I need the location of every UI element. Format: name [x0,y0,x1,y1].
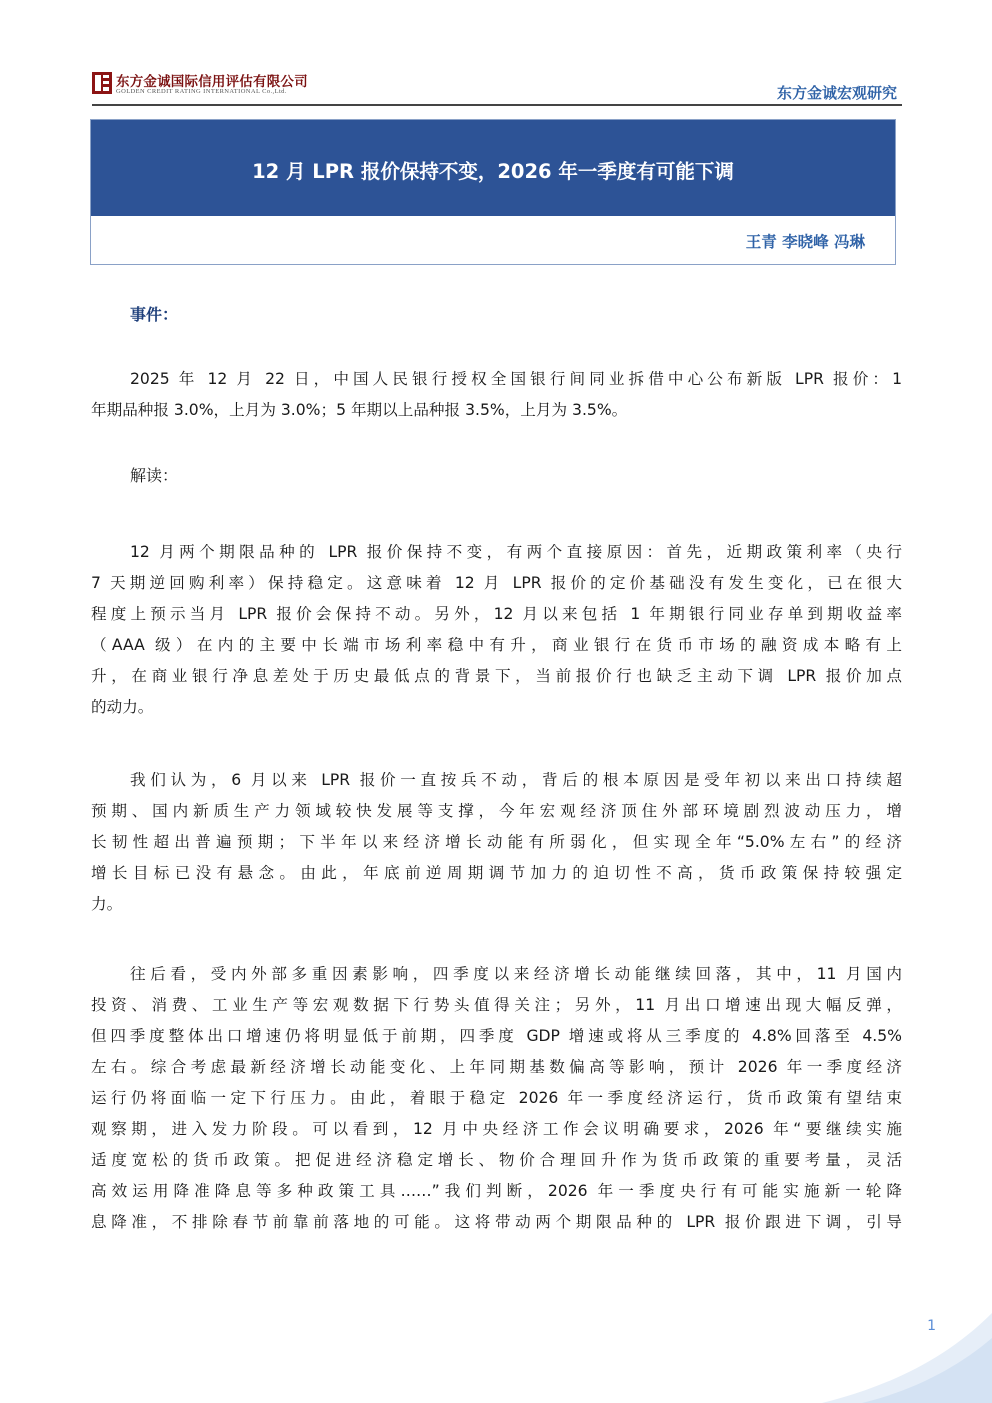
text-line: 7 天期逆回购利率）保持稳定。这意味着 12 月 LPR 报价的定价基础没有发生变化，已在很大 [91,574,902,592]
text-line: 预期、国内新质生产力领域较快发展等支撑，今年宏观经济顶住外部环境剧烈波动压力，增 [91,802,902,820]
text-line: 12 月两个期限品种的 LPR 报价保持不变，有两个直接原因：首先，近期政策利率（央行 [130,543,902,561]
logo-chinese-name: 东方金诚国际信用评估有限公司 [116,74,308,90]
paragraph-3 [91,959,902,1238]
paragraph-2 [91,765,902,920]
text-line: 升，在商业银行净息差处于历史最低点的背景下，当前报价行也缺乏主动下调 LPR 报价加点 [91,667,902,685]
logo-mark-icon [92,72,112,94]
text-line: 投资、消费、工业生产等宏观数据下行势头值得关注；另外，11 月出口增速出现大幅反弹， [91,996,902,1014]
authors: 王青 李晓峰 冯琳 [745,233,865,251]
text-line: 的动力。 [91,698,154,716]
text-line: 适度宽松的货币政策。把促进经济稳定增长、物价合理回升作为货币政策的重要考量，灵活 [91,1151,902,1169]
text-line: 增长目标已没有悬念。由此，年底前逆周期调节加力的迫切性不高，货币政策保持较强定 [91,864,902,882]
paragraph-1 [91,537,902,723]
text-line: 息降准，不排除春节前靠前落地的可能。这将带动两个期限品种的 LPR 报价跟进下调，引导 [91,1213,902,1231]
text-line: 程度上预示当月 LPR 报价会保持不动。另外，12 月以来包括 1 年期银行同业存单到期收益率 [91,605,902,623]
text-line: 运行仍将面临一定下行压力。由此，着眼于稳定 2026 年一季度经济运行，货币政策有望结束 [91,1089,902,1107]
logo-english-name: GOLDEN CREDIT RATING INTERNATIONAL Co.,Ltd. [116,88,287,95]
event-heading: 事件： [130,305,179,324]
text-line: 力。 [91,895,123,913]
text-line: 左右。综合考虑最新经济增长动能变化、上年同期基数偏高等影响，预计 2026 年一季度经济 [91,1058,902,1076]
text-line: 观察期，进入发力阶段。可以看到，12 月中央经济工作会议明确要求，2026 年“要继续实施 [91,1120,902,1138]
title-band [91,120,895,216]
report-title: 12 月 LPR 报价保持不变，2026 年一季度有可能下调 [252,160,734,183]
company-logo [92,70,332,100]
text-line: 我们认为，6 月以来 LPR 报价一直按兵不动，背后的根本原因是受年初以来出口持续超 [130,771,902,789]
event-paragraph [91,364,902,426]
header-divider [92,104,902,106]
title-box [90,119,896,265]
brand-series-title: 东方金诚宏观研究 [776,84,897,102]
text-line: 高效运用降准降息等多种政策工具……”我们判断，2026 年一季度央行有可能实施新一轮降 [91,1182,902,1200]
interpretation-heading: 解读： [130,466,179,485]
text-line: 往后看，受内外部多重因素影响，四季度以来经济增长动能继续回落，其中，11 月国内 [130,965,902,983]
text-line: （AAA 级）在内的主要中长端市场利率稳中有升，商业银行在货币市场的融资成本略有上 [91,636,902,654]
page-header [0,0,992,110]
text-line: 长韧性超出普遍预期；下半年以来经济增长动能有所弱化，但实现全年“5.0%左右”的经济 [91,833,902,851]
corner-decoration-icon [822,1293,992,1403]
text-line: 但四季度整体出口增速仍将明显低于前期，四季度 GDP 增速或将从三季度的 4.8%回落至 4.5% [91,1027,902,1045]
page-number: 1 [927,1318,936,1334]
text-line: 年期品种报 3.0%，上月为 3.0%；5 年期以上品种报 3.5%，上月为 3.5%。 [91,401,628,419]
text-line: 2025 年 12 月 22 日，中国人民银行授权全国银行间同业拆借中心公布新版 LPR 报价：1 [130,370,902,388]
